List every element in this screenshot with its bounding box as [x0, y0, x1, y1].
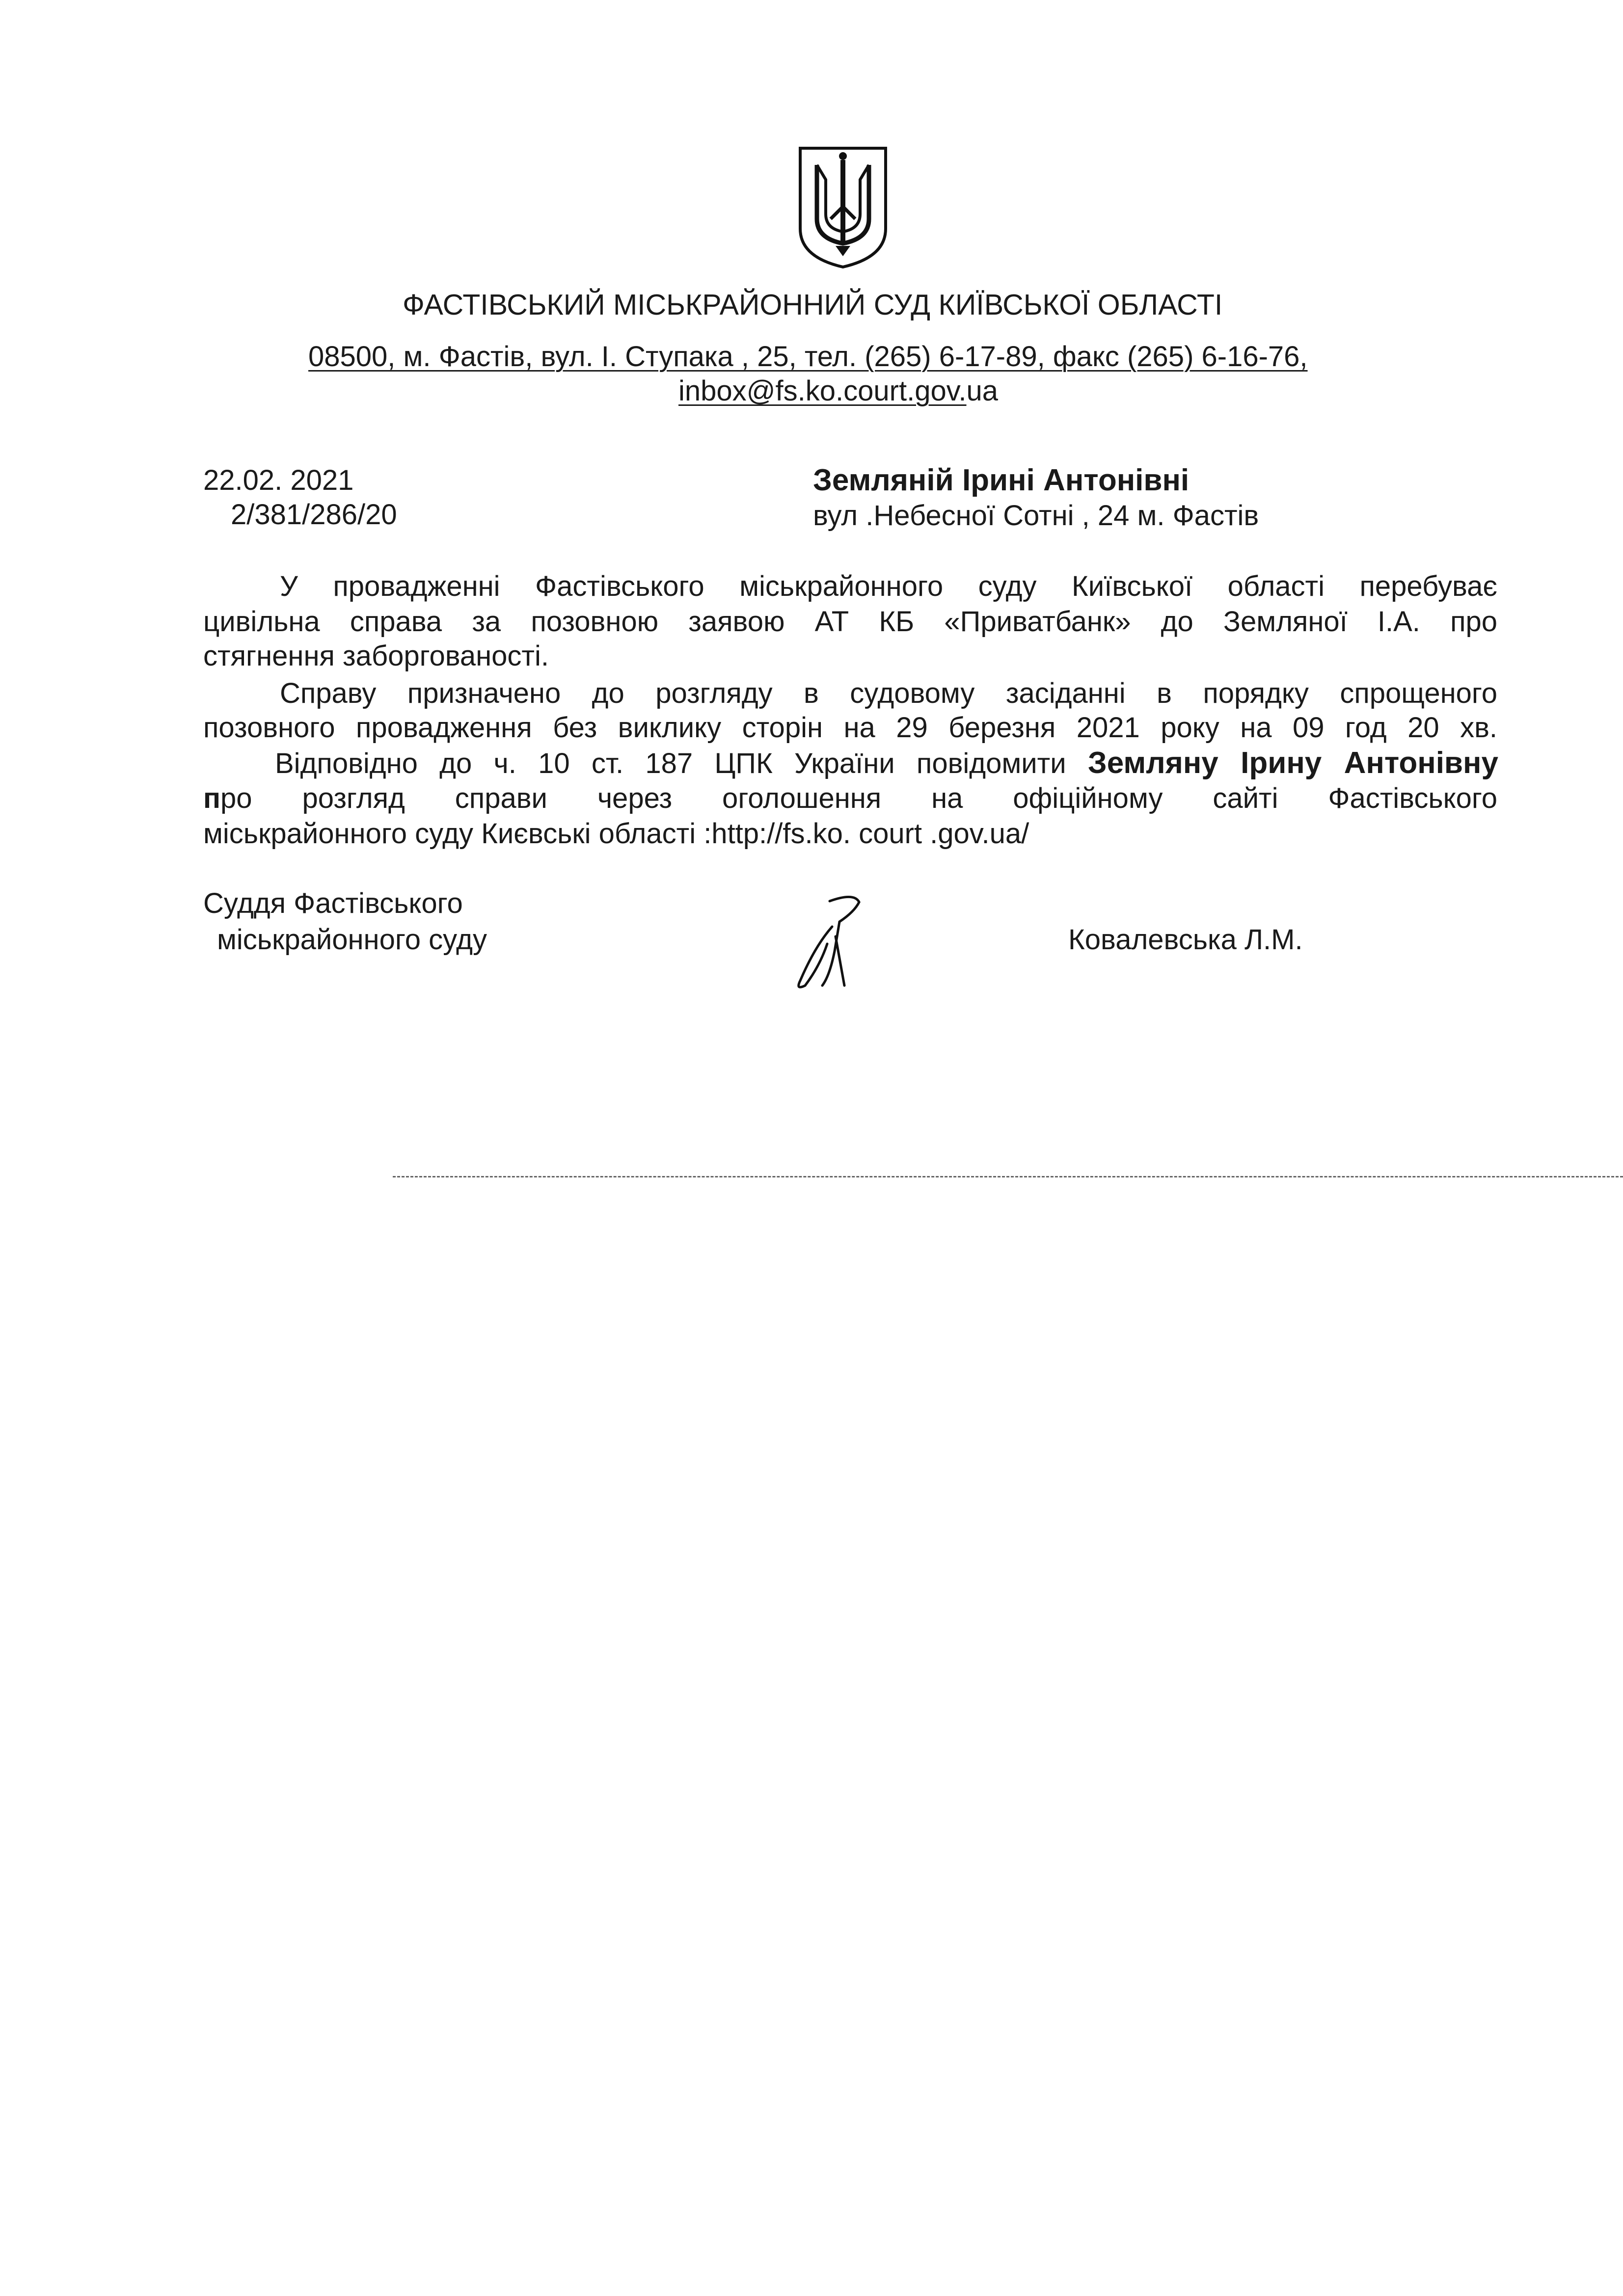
court-email: inbox@fs.ko.court.gov.ua — [678, 375, 999, 407]
handwritten-signature — [781, 892, 879, 990]
reference-number: 2/381/286/20 — [231, 499, 397, 531]
body-p3-line2: про розгляд справи через оголошення на офіційному сайті Фастівського — [203, 782, 1497, 814]
court-address: 08500, м. Фастів, вул. І. Ступака , 25, тел. (265) 6-17-89, факс (265) 6-16-76, — [308, 341, 1308, 373]
judge-name: Ковалевська Л.М. — [1068, 924, 1303, 956]
body-p2-line2: позовного провадження без виклику сторін на 29 березня 2021 року на 09 год 20 хв. — [203, 712, 1497, 744]
recipient-address: вул .Небесної Сотні , 24 м. Фастів — [813, 500, 1259, 532]
body-p1-line2: цивільна справа за позовною заявою АТ КБ «Приватбанк» до Земляної І.А. про — [203, 606, 1497, 638]
email-link[interactable]: inbox@fs.ko.court.gov. — [678, 375, 967, 407]
recipient-name: Земляній Ірині Антонівні — [813, 463, 1190, 497]
body-p1-line3: стягнення заборгованості. — [203, 640, 549, 672]
judge-title-line2: міськрайонного суду — [217, 924, 487, 956]
judge-title-line1: Суддя Фастівського — [203, 887, 463, 919]
court-name: ФАСТІВСЬКИЙ МІСЬКРАЙОННИЙ СУД КИЇВСЬКОЇ ОБЛАСТІ — [403, 289, 1223, 321]
body-p3-line3: міськрайонного суду Києвські області :http://fs.ko. court .gov.ua/ — [203, 818, 1029, 850]
scan-dashed-line — [393, 1176, 1623, 1179]
body-p2-line1: Справу призначено до розгляду в судовому засіданні в порядку спрощеного — [280, 677, 1497, 709]
coat-of-arms-emblem — [796, 145, 890, 269]
trident-icon — [796, 145, 890, 269]
body-p3-line1: Відповідно до ч. 10 ст. 187 ЦПК України повідомити Землянy Ірину Антонівну — [275, 746, 1498, 780]
body-p1-line1: У провадженні Фастівського міськрайонного суду Київської області перебуває — [280, 570, 1497, 602]
letter-date: 22.02. 2021 — [203, 464, 354, 496]
